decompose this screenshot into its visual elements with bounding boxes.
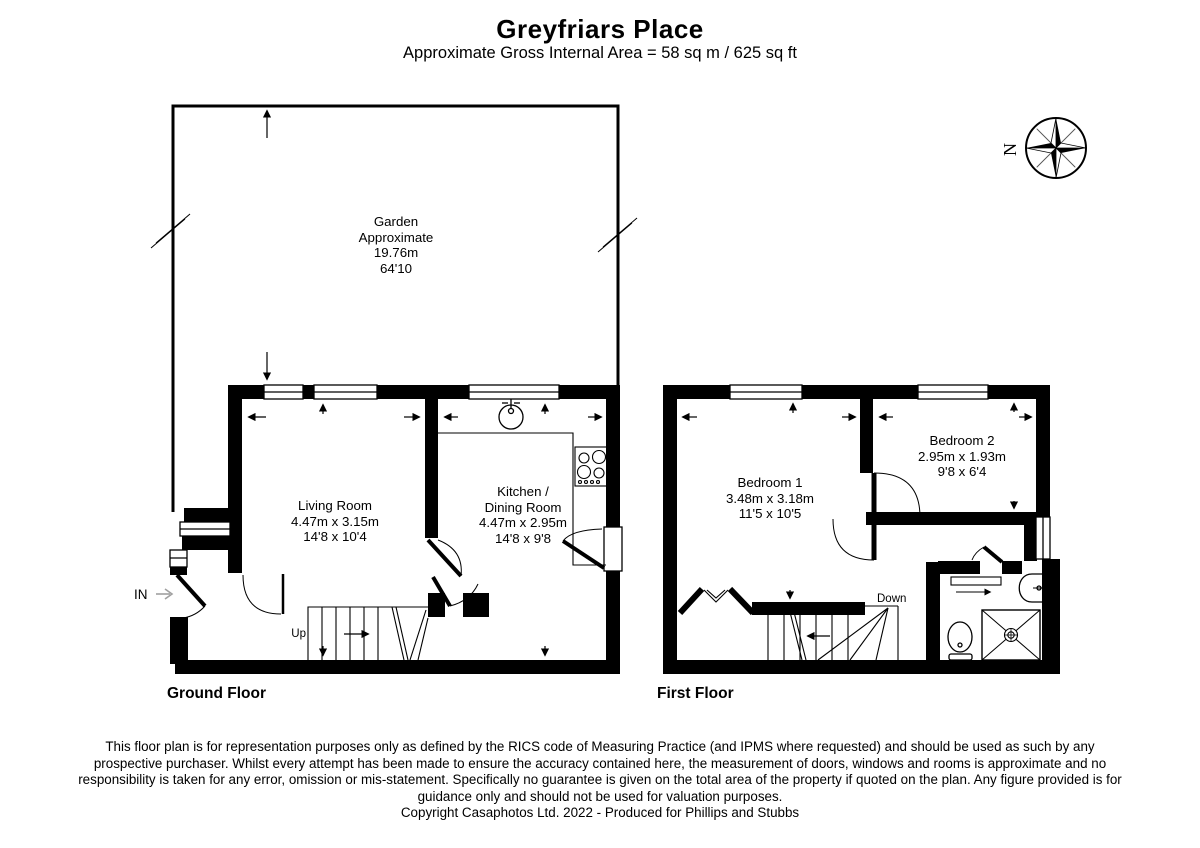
page-subtitle: Approximate Gross Internal Area = 58 sq m / 625 sq ft	[403, 44, 797, 62]
stairs-up	[308, 607, 428, 660]
radiator-icon	[951, 577, 1001, 592]
bathroom-fixtures	[946, 574, 1044, 662]
bedroom1-imperial: 11'5 x 10'5	[738, 506, 802, 521]
entry-arrow-icon	[156, 589, 172, 599]
compass-north-label: N	[1000, 143, 1020, 156]
page-title: Greyfriars Place	[496, 14, 704, 44]
garden-label	[296, 214, 496, 276]
garden-note: Approximate	[358, 229, 434, 245]
kitchen-label	[423, 484, 623, 546]
first-floor-title: First Floor	[657, 685, 734, 702]
disclaimer-text: This floor plan is for representation purposes only as defined by the RICS code of Measuring Practice (and IPMS where requested) and should be used as such by any prospective purchaser. Whilst every attempt has been made to ensure the accuracy contained here, the measurement of doors, windows and rooms is approximate and no responsibility is taken for any error, omission or mis-statement. Specifically no guarantee is given on the total area of the property if quoted on the plan. Any figure provided is for guidance only and should not be used for valuation purposes.	[78, 739, 1122, 804]
bedroom2-imperial: 9'8 x 6'4	[937, 464, 987, 479]
stairs-down-label: Down	[877, 593, 907, 605]
garden-metric: 19.76m	[373, 245, 419, 260]
first-floor-plan	[663, 385, 1060, 674]
stairs-up-label: Up	[291, 628, 306, 640]
kitchen-metric: 4.47m x 2.95m	[479, 515, 567, 530]
basin-icon	[1019, 574, 1044, 602]
living-room-label	[235, 498, 435, 545]
garden-boundary	[151, 106, 637, 512]
copyright-text: Copyright Casaphotos Ltd. 2022 - Produced for Phillips and Stubbs	[400, 805, 800, 820]
bedroom2-metric: 2.95m x 1.93m	[918, 448, 1006, 464]
ground-floor-plan	[151, 106, 637, 674]
kitchen-name-2: Dining Room	[484, 499, 562, 515]
living-room-metric: 4.47m x 3.15m	[291, 513, 379, 529]
compass-icon	[1026, 118, 1086, 178]
bedroom1-label	[670, 475, 870, 522]
living-room-name: Living Room	[298, 498, 372, 513]
kitchen-imperial: 14'8 x 9'8	[494, 530, 552, 546]
garden-name: Garden	[373, 214, 419, 229]
first-floor-walls	[663, 385, 1060, 674]
bedroom1-metric: 3.48m x 3.18m	[726, 490, 814, 506]
entrance-in-label: IN	[134, 587, 148, 602]
ground-floor-title: Ground Floor	[167, 685, 267, 702]
bedroom2-name: Bedroom 2	[929, 433, 995, 448]
shower-icon	[982, 610, 1040, 660]
sink-icon	[499, 399, 523, 429]
hob-icon	[575, 447, 608, 486]
bedroom1-name: Bedroom 1	[737, 475, 803, 490]
bedroom1-bay	[680, 589, 753, 613]
living-room-imperial: 14'8 x 10'4	[303, 529, 367, 544]
bedroom2-label	[862, 433, 1062, 480]
kitchen-name-1: Kitchen /	[497, 484, 549, 499]
garden-imperial: 64'10	[379, 260, 413, 276]
toilet-icon	[946, 622, 975, 662]
